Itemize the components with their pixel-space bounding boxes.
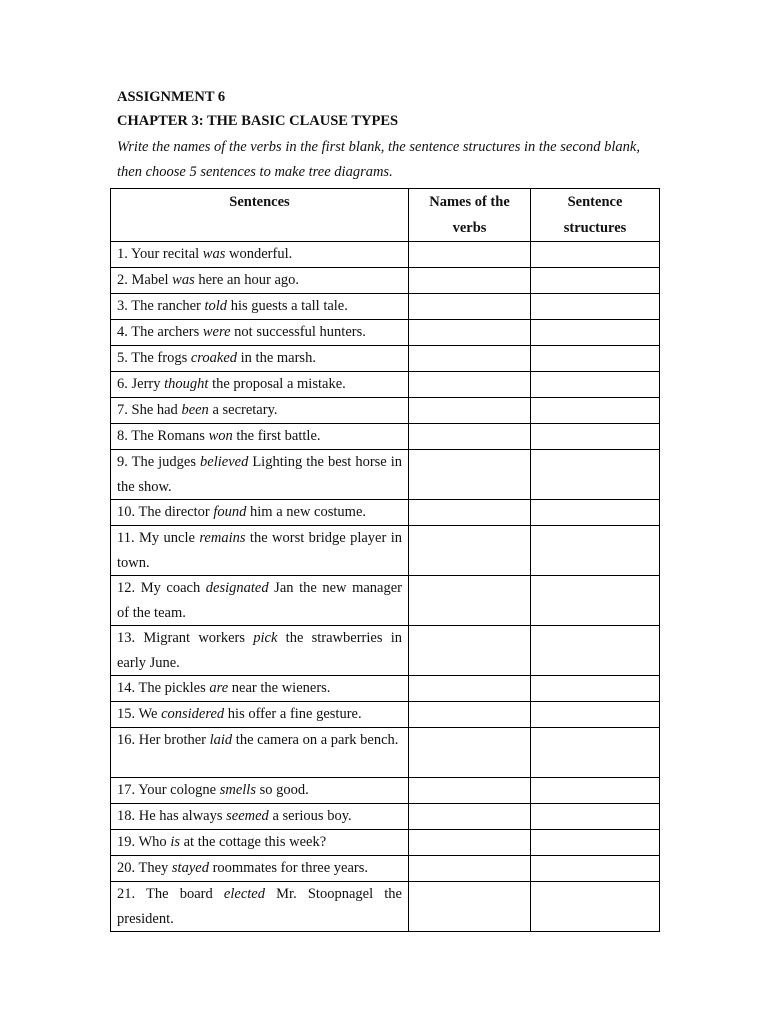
sentence-part: 19. Who (117, 834, 171, 850)
table-row (111, 626, 660, 676)
sentence-structure-blank[interactable] (531, 242, 660, 268)
sentence-cell (111, 778, 409, 804)
column-header-sentence-structures: Sentence structures (531, 189, 660, 242)
sentence-part: 6. Jerry (117, 376, 165, 392)
sentence-part: 8. The Romans (117, 428, 209, 444)
sentence-verb: are (209, 680, 229, 696)
sentence-structure-blank[interactable] (531, 450, 660, 500)
sentence-verb: smells (219, 782, 256, 798)
sentence-cell (111, 882, 409, 932)
sentence-text (117, 530, 402, 571)
sentence-structure-blank[interactable] (531, 702, 660, 728)
sentence-verb: was (172, 272, 195, 288)
sentence-part: 13. Migrant workers (117, 630, 254, 646)
sentence-text (117, 376, 346, 392)
sentence-structure-blank[interactable] (531, 728, 660, 778)
sentence-structure-blank[interactable] (531, 576, 660, 626)
sentence-verb: were (202, 324, 231, 340)
verb-name-blank[interactable] (409, 804, 531, 830)
sentence-text (117, 680, 330, 696)
sentence-structure-blank[interactable] (531, 882, 660, 932)
sentence-part: 1. Your recital (117, 246, 203, 262)
table-row (111, 804, 660, 830)
sentence-text (117, 298, 348, 314)
sentence-cell (111, 268, 409, 294)
table-row (111, 450, 660, 500)
table-row (111, 676, 660, 702)
sentence-cell (111, 856, 409, 882)
sentence-part: so good. (255, 782, 309, 798)
sentence-part: near the wieners. (228, 680, 331, 696)
sentence-cell (111, 526, 409, 576)
sentence-text (117, 246, 292, 262)
verb-name-blank[interactable] (409, 450, 531, 500)
sentence-verb: considered (161, 706, 225, 722)
sentence-part: the proposal a mistake. (208, 376, 346, 392)
sentence-cell (111, 576, 409, 626)
sentence-part: at the cottage this week? (179, 834, 327, 850)
verb-name-blank[interactable] (409, 576, 531, 626)
verb-name-blank[interactable] (409, 320, 531, 346)
sentence-part: 2. Mabel (117, 272, 173, 288)
verb-name-blank[interactable] (409, 242, 531, 268)
sentence-part: his guests a tall tale. (227, 298, 348, 314)
sentence-verb: stayed (171, 860, 209, 876)
table-row (111, 856, 660, 882)
sentence-part: 3. The rancher (117, 298, 205, 314)
sentence-cell (111, 450, 409, 500)
sentence-part: his offer a fine gesture. (224, 706, 362, 722)
sentence-verb: won (208, 428, 233, 444)
sentence-part: the worst bridge player in town. (117, 530, 402, 571)
sentence-structure-blank[interactable] (531, 526, 660, 576)
sentence-part: 11. My uncle (117, 530, 200, 546)
sentence-structure-blank[interactable] (531, 500, 660, 526)
assignment-title: ASSIGNMENT 6 (117, 89, 226, 105)
sentence-part: roommates for three years. (208, 860, 368, 876)
sentence-text (117, 886, 402, 927)
verb-name-blank[interactable] (409, 500, 531, 526)
sentence-verb: believed (200, 454, 249, 470)
table-row (111, 830, 660, 856)
sentence-verb: told (204, 298, 228, 314)
sentence-verb: pick (253, 630, 278, 646)
table-row (111, 372, 660, 398)
sentence-structure-blank[interactable] (531, 320, 660, 346)
sentence-part: 16. Her brother (117, 732, 210, 748)
sentence-structure-blank[interactable] (531, 268, 660, 294)
sentence-text (117, 630, 402, 671)
sentence-verb: laid (209, 732, 233, 748)
sentence-cell (111, 702, 409, 728)
sentence-part: 12. My coach (117, 580, 206, 596)
sentence-verb: was (202, 246, 226, 262)
sentence-cell (111, 372, 409, 398)
sentence-cell (111, 346, 409, 372)
sentence-verb: is (170, 834, 180, 850)
table-row (111, 526, 660, 576)
sentence-verb: thought (164, 376, 209, 392)
sentence-structure-blank[interactable] (531, 346, 660, 372)
sentence-verb: croaked (190, 350, 238, 366)
table-row (111, 702, 660, 728)
column-header-sentences: Sentences (111, 189, 409, 242)
sentence-cell (111, 676, 409, 702)
table-row (111, 268, 660, 294)
table-row (111, 424, 660, 450)
verb-name-blank[interactable] (409, 626, 531, 676)
verb-name-blank[interactable] (409, 830, 531, 856)
sentence-text (117, 350, 316, 366)
verb-name-blank[interactable] (409, 676, 531, 702)
sentence-verb: elected (223, 886, 265, 902)
sentence-part: the strawberries in early June. (117, 630, 402, 671)
sentence-text (117, 272, 299, 288)
sentence-part: Lighting the best horse in the show. (117, 454, 403, 495)
sentence-part: 14. The pickles (117, 680, 210, 696)
sentence-structure-blank[interactable] (531, 372, 660, 398)
sentence-structure-blank[interactable] (531, 804, 660, 830)
sentence-text (117, 428, 321, 444)
sentence-cell (111, 626, 409, 676)
sentence-structure-blank[interactable] (531, 626, 660, 676)
table-row (111, 294, 660, 320)
sentence-structure-blank[interactable] (531, 294, 660, 320)
sentence-verb: been (181, 402, 209, 418)
chapter-heading: CHAPTER 3: THE BASIC CLAUSE TYPES (117, 113, 399, 129)
sentence-part: 10. The director (117, 504, 214, 520)
sentence-cell (111, 242, 409, 268)
sentence-text (117, 782, 309, 798)
sentence-text (117, 504, 366, 520)
sentence-part: 18. He has always (117, 808, 227, 824)
sentence-structure-blank[interactable] (531, 424, 660, 450)
sentence-verb: found (213, 504, 247, 520)
verb-name-blank[interactable] (409, 882, 531, 932)
table-row (111, 728, 660, 778)
sentence-part: 15. We (117, 706, 162, 722)
table-header-row (111, 189, 660, 242)
table-row (111, 778, 660, 804)
verb-name-blank[interactable] (409, 346, 531, 372)
sentence-part: 4. The archers (117, 324, 203, 340)
sentence-part: Mr. Stoopnagel the president. (117, 886, 402, 927)
verb-name-blank[interactable] (409, 856, 531, 882)
sentence-part: 21. The board (117, 886, 224, 902)
sentence-part: him a new costume. (246, 504, 367, 520)
sentence-part: the first battle. (232, 428, 321, 444)
verb-name-blank[interactable] (409, 294, 531, 320)
sentence-text (117, 324, 366, 340)
table-row (111, 242, 660, 268)
verb-name-blank[interactable] (409, 268, 531, 294)
sentence-cell (111, 500, 409, 526)
sentence-part: wonderful. (225, 246, 293, 262)
verb-name-blank[interactable] (409, 702, 531, 728)
sentence-part: here an hour ago. (194, 272, 300, 288)
sentence-cell (111, 294, 409, 320)
sentence-part: a secretary. (208, 402, 278, 418)
sentence-cell (111, 424, 409, 450)
table-row (111, 398, 660, 424)
sentence-structure-blank[interactable] (531, 856, 660, 882)
sentence-text (117, 454, 402, 495)
exercise-table (110, 188, 660, 932)
verb-name-blank[interactable] (409, 398, 531, 424)
sentence-structure-blank[interactable] (531, 676, 660, 702)
sentence-text (117, 834, 326, 850)
sentence-part: not successful hunters. (230, 324, 366, 340)
sentence-verb: designated (205, 580, 269, 596)
sentence-part: 17. Your cologne (117, 782, 220, 798)
sentence-cell (111, 320, 409, 346)
table-body (111, 242, 660, 932)
table-row (111, 576, 660, 626)
sentence-part: Jan the new manager of the team. (117, 580, 402, 621)
sentence-structure-blank[interactable] (531, 778, 660, 804)
verb-name-blank[interactable] (409, 778, 531, 804)
sentence-cell (111, 728, 409, 778)
sentence-verb: seemed (226, 808, 269, 824)
sentence-cell (111, 398, 409, 424)
sentence-text (117, 808, 352, 824)
verb-name-blank[interactable] (409, 728, 531, 778)
verb-name-blank[interactable] (409, 372, 531, 398)
sentence-part: 9. The judges (117, 454, 201, 470)
sentence-text (117, 580, 402, 621)
column-header-verb-names: Names of the verbs (409, 189, 531, 242)
sentence-structure-blank[interactable] (531, 398, 660, 424)
sentence-text (117, 860, 368, 876)
table-row (111, 346, 660, 372)
sentence-structure-blank[interactable] (531, 830, 660, 856)
sentence-text (117, 402, 278, 418)
instructions: Write the names of the verbs in the first blank, the sentence structures in the second blank, then choose 5 sentences to make tree diagrams. (117, 139, 640, 180)
verb-name-blank[interactable] (409, 424, 531, 450)
sentence-text (117, 732, 398, 748)
sentence-cell (111, 830, 409, 856)
sentence-part: in the marsh. (237, 350, 316, 366)
sentence-part: 7. She had (117, 402, 182, 418)
table-row (111, 882, 660, 932)
sentence-part: the camera on a park bench. (232, 732, 399, 748)
table-row (111, 320, 660, 346)
table-row (111, 500, 660, 526)
sentence-verb: remains (199, 530, 246, 546)
sentence-part: 5. The frogs (117, 350, 191, 366)
sentence-part: a serious boy. (268, 808, 352, 824)
sentence-part: 20. They (117, 860, 172, 876)
verb-name-blank[interactable] (409, 526, 531, 576)
sentence-text (117, 706, 362, 722)
sentence-cell (111, 804, 409, 830)
